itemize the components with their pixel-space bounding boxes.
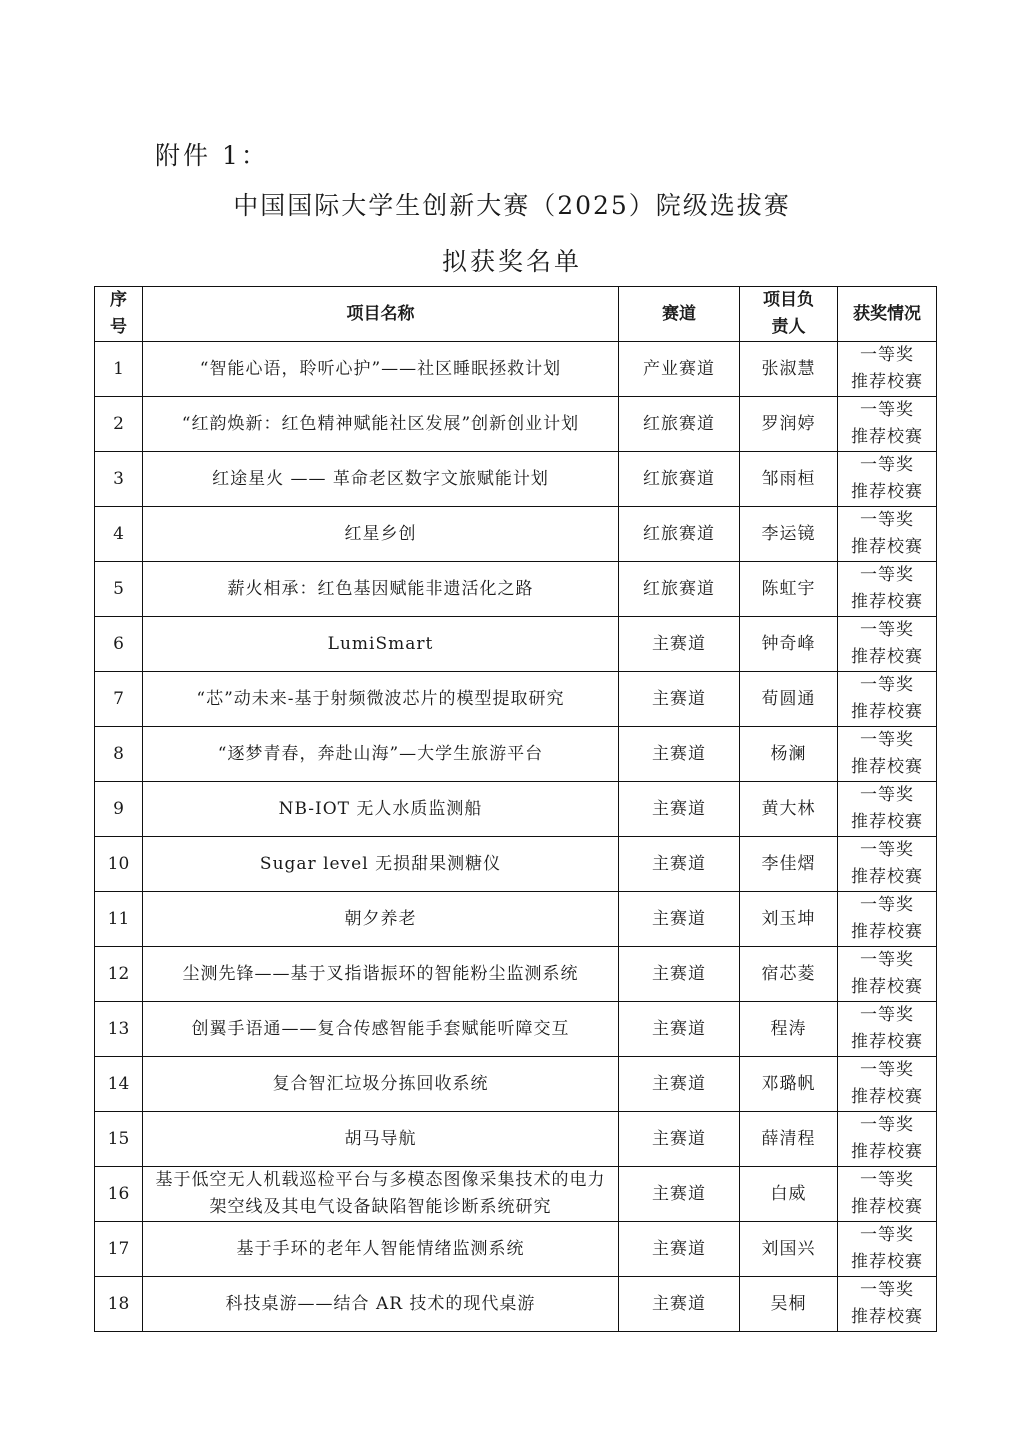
row-award: [838, 892, 937, 947]
row-leader: 白威: [740, 1167, 838, 1222]
row-award: [838, 1112, 937, 1167]
award-recommendation: 推荐校赛: [851, 922, 923, 942]
award-recommendation: 推荐校赛: [851, 1197, 923, 1217]
row-seq: 4: [95, 507, 143, 562]
row-seq: 10: [95, 837, 143, 892]
award-recommendation: 推荐校赛: [851, 757, 923, 777]
row-award: [838, 1057, 937, 1112]
row-leader: 刘国兴: [740, 1222, 838, 1277]
table-row: [95, 1277, 937, 1332]
header-seq: [95, 287, 143, 342]
row-award: [838, 342, 937, 397]
header-leader-line1: 项目负: [763, 290, 814, 310]
header-leader-line2: 责人: [771, 317, 806, 337]
row-track: 主赛道: [619, 837, 740, 892]
row-project-name: 尘测先锋——基于叉指谐振环的智能粉尘监测系统: [143, 947, 619, 1002]
row-track: 红旅赛道: [619, 562, 740, 617]
table-row: [95, 1112, 937, 1167]
award-level: 一等奖: [860, 1225, 914, 1245]
table-row: [95, 782, 937, 837]
row-award: [838, 397, 937, 452]
row-track: 产业赛道: [619, 342, 740, 397]
row-leader: 宿芯菱: [740, 947, 838, 1002]
award-recommendation: 推荐校赛: [851, 1252, 923, 1272]
row-track: 主赛道: [619, 1002, 740, 1057]
row-project-name: 基于手环的老年人智能情绪监测系统: [143, 1222, 619, 1277]
row-track: 主赛道: [619, 1277, 740, 1332]
table-row: [95, 342, 937, 397]
row-track: 红旅赛道: [619, 397, 740, 452]
row-seq: 8: [95, 727, 143, 782]
header-seq-line1: 序: [110, 290, 127, 310]
row-project-name: NB-IOT 无人水质监测船: [143, 782, 619, 837]
row-leader: 邓璐帆: [740, 1057, 838, 1112]
award-level: 一等奖: [860, 1060, 914, 1080]
award-level: 一等奖: [860, 950, 914, 970]
row-track: 主赛道: [619, 672, 740, 727]
row-seq: 17: [95, 1222, 143, 1277]
row-track: 红旅赛道: [619, 452, 740, 507]
award-table: [94, 286, 937, 1332]
row-seq: 18: [95, 1277, 143, 1332]
row-award: [838, 1167, 937, 1222]
page-subtitle: 拟获奖名单: [441, 247, 582, 276]
row-project-name: 红星乡创: [143, 507, 619, 562]
row-award: [838, 1002, 937, 1057]
table-row: [95, 837, 937, 892]
row-track: 主赛道: [619, 1222, 740, 1277]
row-seq: 16: [95, 1167, 143, 1222]
award-level: 一等奖: [860, 840, 914, 860]
row-leader: 刘玉坤: [740, 892, 838, 947]
row-leader: 杨澜: [740, 727, 838, 782]
page-title: 中国国际大学生创新大赛（2025）院级选拔赛: [233, 191, 791, 220]
table-row: [95, 1057, 937, 1112]
row-track: 主赛道: [619, 1167, 740, 1222]
row-track: 红旅赛道: [619, 507, 740, 562]
row-leader: 程涛: [740, 1002, 838, 1057]
row-leader: 罗润婷: [740, 397, 838, 452]
row-seq: 11: [95, 892, 143, 947]
row-leader: 李运镜: [740, 507, 838, 562]
award-level: 一等奖: [860, 1115, 914, 1135]
row-track: 主赛道: [619, 947, 740, 1002]
row-project-name: 薪火相承：红色基因赋能非遗活化之路: [143, 562, 619, 617]
table-row: [95, 1167, 937, 1222]
row-seq: 6: [95, 617, 143, 672]
award-level: 一等奖: [860, 895, 914, 915]
row-project-name: 基于低空无人机载巡检平台与多模态图像采集技术的电力架空线及其电气设备缺陷智能诊断系统研究: [143, 1167, 619, 1222]
award-level: 一等奖: [860, 510, 914, 530]
row-leader: 邹雨桓: [740, 452, 838, 507]
row-award: [838, 727, 937, 782]
row-project-name: 创翼手语通——复合传感智能手套赋能听障交互: [143, 1002, 619, 1057]
row-leader: 李佳熠: [740, 837, 838, 892]
award-recommendation: 推荐校赛: [851, 427, 923, 447]
award-level: 一等奖: [860, 1280, 914, 1300]
row-leader: 吴桐: [740, 1277, 838, 1332]
row-seq: 1: [95, 342, 143, 397]
row-seq: 3: [95, 452, 143, 507]
header-track: 赛道: [619, 287, 740, 342]
row-project-name: “逐梦青春，奔赴山海”—大学生旅游平台: [143, 727, 619, 782]
header-seq-line2: 号: [110, 317, 127, 337]
row-project-name: 红途星火 —— 革命老区数字文旅赋能计划: [143, 452, 619, 507]
row-award: [838, 617, 937, 672]
award-level: 一等奖: [860, 565, 914, 585]
row-seq: 5: [95, 562, 143, 617]
row-seq: 15: [95, 1112, 143, 1167]
row-award: [838, 672, 937, 727]
row-track: 主赛道: [619, 617, 740, 672]
award-recommendation: 推荐校赛: [851, 867, 923, 887]
row-award: [838, 1222, 937, 1277]
row-award: [838, 947, 937, 1002]
table-row: [95, 727, 937, 782]
award-recommendation: 推荐校赛: [851, 592, 923, 612]
table-row: [95, 397, 937, 452]
row-seq: 12: [95, 947, 143, 1002]
row-award: [838, 562, 937, 617]
attachment-label: 附件 1：: [155, 141, 269, 170]
table-row: [95, 892, 937, 947]
row-seq: 14: [95, 1057, 143, 1112]
row-track: 主赛道: [619, 782, 740, 837]
table-row: [95, 672, 937, 727]
award-recommendation: 推荐校赛: [851, 1087, 923, 1107]
award-level: 一等奖: [860, 730, 914, 750]
award-recommendation: 推荐校赛: [851, 1032, 923, 1052]
award-recommendation: 推荐校赛: [851, 482, 923, 502]
table-row: [95, 562, 937, 617]
row-award: [838, 507, 937, 562]
award-level: 一等奖: [860, 1005, 914, 1025]
award-level: 一等奖: [860, 455, 914, 475]
award-level: 一等奖: [860, 1170, 914, 1190]
award-recommendation: 推荐校赛: [851, 977, 923, 997]
row-award: [838, 837, 937, 892]
table-header-row: [95, 287, 937, 342]
table-body: [95, 342, 937, 1332]
table-row: [95, 1222, 937, 1277]
row-project-name: 朝夕养老: [143, 892, 619, 947]
award-level: 一等奖: [860, 400, 914, 420]
row-project-name: “芯”动未来-基于射频微波芯片的模型提取研究: [143, 672, 619, 727]
row-track: 主赛道: [619, 1112, 740, 1167]
row-award: [838, 782, 937, 837]
row-leader: 张淑慧: [740, 342, 838, 397]
award-recommendation: 推荐校赛: [851, 1307, 923, 1327]
award-level: 一等奖: [860, 785, 914, 805]
award-level: 一等奖: [860, 345, 914, 365]
row-track: 主赛道: [619, 727, 740, 782]
row-seq: 7: [95, 672, 143, 727]
row-project-name: Sugar level 无损甜果测糖仪: [143, 837, 619, 892]
row-seq: 13: [95, 1002, 143, 1057]
award-recommendation: 推荐校赛: [851, 537, 923, 557]
row-track: 主赛道: [619, 892, 740, 947]
header-award: 获奖情况: [838, 287, 937, 342]
row-track: 主赛道: [619, 1057, 740, 1112]
award-recommendation: 推荐校赛: [851, 372, 923, 392]
row-leader: 薛清程: [740, 1112, 838, 1167]
row-leader: 陈虹宇: [740, 562, 838, 617]
table-row: [95, 617, 937, 672]
table-row: [95, 452, 937, 507]
row-project-name: 复合智汇垃圾分拣回收系统: [143, 1057, 619, 1112]
row-project-name: “红韵焕新：红色精神赋能社区发展”创新创业计划: [143, 397, 619, 452]
row-project-name: 科技桌游——结合 AR 技术的现代桌游: [143, 1277, 619, 1332]
row-leader: 荀圆通: [740, 672, 838, 727]
row-award: [838, 452, 937, 507]
row-leader: 钟奇峰: [740, 617, 838, 672]
table-row: [95, 947, 937, 1002]
header-project-name: 项目名称: [143, 287, 619, 342]
table-row: [95, 1002, 937, 1057]
award-recommendation: 推荐校赛: [851, 647, 923, 667]
table-row: [95, 507, 937, 562]
row-seq: 9: [95, 782, 143, 837]
award-level: 一等奖: [860, 675, 914, 695]
row-award: [838, 1277, 937, 1332]
row-seq: 2: [95, 397, 143, 452]
award-recommendation: 推荐校赛: [851, 702, 923, 722]
award-level: 一等奖: [860, 620, 914, 640]
header-leader: [740, 287, 838, 342]
award-recommendation: 推荐校赛: [851, 812, 923, 832]
award-recommendation: 推荐校赛: [851, 1142, 923, 1162]
row-project-name: LumiSmart: [143, 617, 619, 672]
row-project-name: 胡马导航: [143, 1112, 619, 1167]
row-leader: 黄大林: [740, 782, 838, 837]
row-project-name: “智能心语，聆听心护”——社区睡眠拯救计划: [143, 342, 619, 397]
